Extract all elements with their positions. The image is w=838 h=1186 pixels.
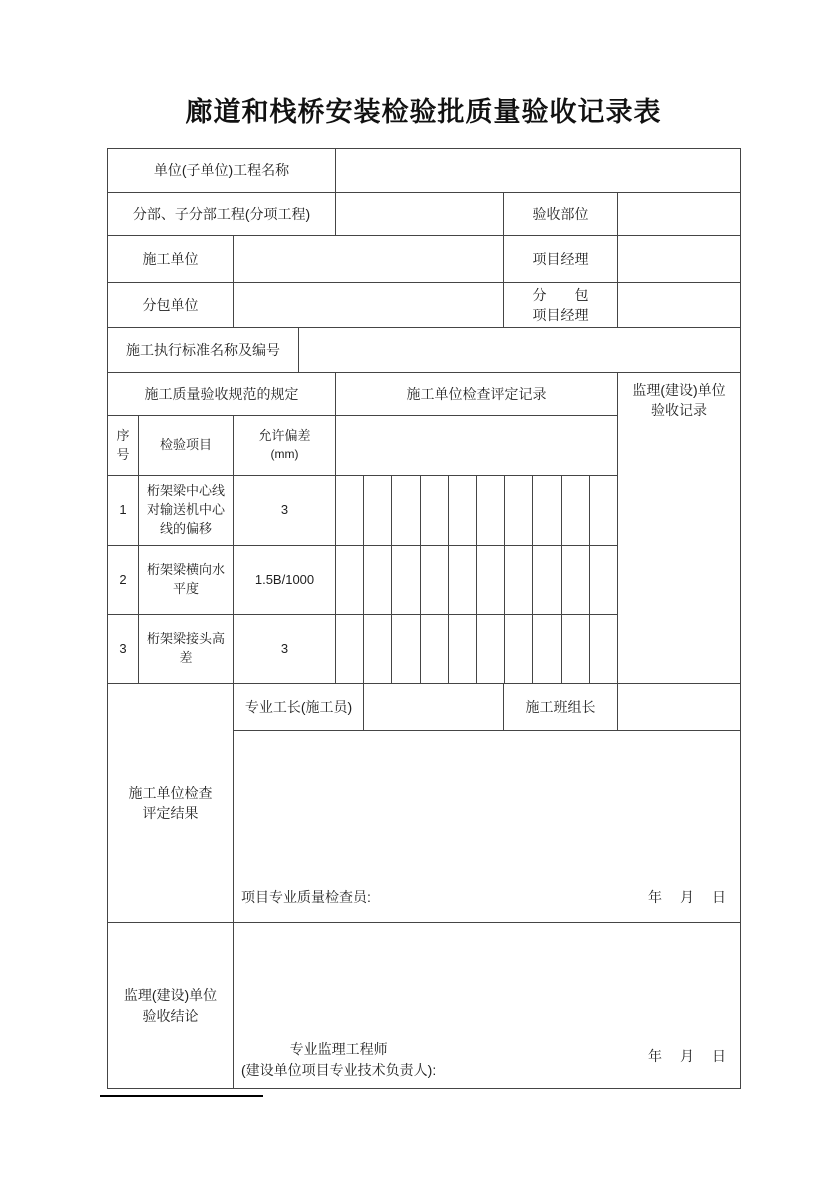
measure-cell[interactable] [532, 476, 560, 545]
measure-cell[interactable] [336, 546, 363, 614]
conclusion-signature-area[interactable] [233, 922, 740, 1088]
conclusion-date: 年 月 日 [648, 1047, 728, 1064]
tolerance-header-line2: (mm) [270, 447, 299, 462]
measure-cell[interactable] [589, 476, 617, 545]
supervisor-record-column[interactable] [617, 372, 740, 683]
row-tolerance: 3 [233, 614, 335, 683]
subcontract-manager-label-line2: 项目经理 [532, 307, 589, 323]
measure-cell[interactable] [391, 476, 419, 545]
measurement-row [335, 614, 617, 683]
supervisor-record-header-line2: 验收记录 [651, 402, 707, 419]
measure-cell[interactable] [504, 546, 532, 614]
measure-cell[interactable] [561, 476, 589, 545]
measure-cell[interactable] [532, 615, 560, 683]
supervising-engineer-line1: 专业监理工程师 [289, 1041, 388, 1058]
subcontract-manager-label-line1: 分 包 [532, 286, 589, 303]
foreman-signature-value[interactable] [363, 683, 503, 730]
row-item: 桁架梁中心线对输送机中心线的偏移 [138, 475, 233, 545]
measure-cell[interactable] [589, 546, 617, 614]
subcontract-unit-value[interactable] [233, 282, 503, 327]
measure-cell[interactable] [504, 476, 532, 545]
project-manager-value[interactable] [617, 235, 740, 282]
team-leader-signature-value[interactable] [617, 683, 740, 730]
row-seq: 2 [107, 545, 138, 614]
measure-cell[interactable] [420, 615, 448, 683]
measure-cell[interactable] [589, 615, 617, 683]
quality-inspector-label: 项目专业质量检查员: [241, 888, 371, 905]
measure-cell[interactable] [476, 546, 504, 614]
row-item: 桁架梁接头高差 [138, 614, 233, 683]
team-leader-label: 施工班组长 [503, 683, 617, 730]
measure-cell[interactable] [391, 615, 419, 683]
subdivision-project-label: 分部、子分部工程(分项工程) [107, 192, 335, 235]
seq-column-header: 序号 [107, 415, 138, 475]
check-record-header: 施工单位检查评定记录 [335, 372, 617, 415]
row-tolerance: 3 [233, 475, 335, 545]
supervisor-conclusion-label-line2: 验收结论 [142, 1007, 199, 1024]
evaluation-date: 年 月 日 [648, 888, 728, 905]
unit-project-name-value[interactable] [335, 148, 740, 192]
row-seq: 3 [107, 614, 138, 683]
item-column-header: 检验项目 [138, 415, 233, 475]
measure-cell[interactable] [532, 546, 560, 614]
construction-unit-label: 施工单位 [107, 235, 233, 282]
evaluation-result-label-line2: 评定结果 [142, 805, 199, 821]
acceptance-part-value[interactable] [617, 192, 740, 235]
measure-cell[interactable] [336, 615, 363, 683]
measure-cell[interactable] [363, 546, 391, 614]
measure-cell[interactable] [476, 615, 504, 683]
supervisor-conclusion-label-line1: 监理(建设)单位 [123, 987, 218, 1004]
subdivision-project-value[interactable] [335, 192, 503, 235]
measure-cell[interactable] [420, 476, 448, 545]
measure-cell[interactable] [420, 546, 448, 614]
measure-cell[interactable] [561, 615, 589, 683]
supervisor-conclusion-label [107, 922, 233, 1088]
foreman-label: 专业工长(施工员) [233, 683, 363, 730]
measure-cell[interactable] [561, 546, 589, 614]
evaluation-result-label-line1: 施工单位检查 [128, 784, 213, 801]
tolerance-column-header [233, 415, 335, 475]
measure-cell[interactable] [363, 476, 391, 545]
project-manager-label: 项目经理 [503, 235, 617, 282]
subcontract-manager-label [503, 282, 617, 327]
row-item: 桁架梁横向水平度 [138, 545, 233, 614]
supervisor-record-header-line1: 监理(建设)单位 [632, 382, 726, 398]
tolerance-header-line1: 允许偏差 [258, 428, 311, 444]
execution-standard-label: 施工执行标准名称及编号 [107, 327, 298, 372]
construction-unit-value[interactable] [233, 235, 503, 282]
measure-cell[interactable] [391, 546, 419, 614]
measure-cell[interactable] [504, 615, 532, 683]
measure-cell[interactable] [448, 546, 476, 614]
measurement-row [335, 545, 617, 614]
measurement-header-blank [335, 415, 617, 475]
spec-requirements-header: 施工质量验收规范的规定 [107, 372, 335, 415]
supervising-engineer-block [241, 1039, 436, 1080]
execution-standard-value[interactable] [298, 327, 740, 372]
row-tolerance: 1.5B/1000 [233, 545, 335, 614]
row-seq: 1 [107, 475, 138, 545]
supervising-engineer-line2: (建设单位项目专业技术负责人): [241, 1061, 437, 1078]
subcontract-unit-label: 分包单位 [107, 282, 233, 327]
measure-cell[interactable] [336, 476, 363, 545]
form-table [107, 148, 741, 1089]
evaluation-signature-area[interactable] [233, 730, 740, 922]
unit-project-name-label: 单位(子单位)工程名称 [107, 148, 335, 192]
acceptance-part-label: 验收部位 [503, 192, 617, 235]
measure-cell[interactable] [448, 615, 476, 683]
evaluation-result-label [107, 683, 233, 922]
measurement-row [335, 475, 617, 545]
document-title: 廊道和栈桥安装检验批质量验收记录表 [185, 97, 662, 127]
measure-cell[interactable] [448, 476, 476, 545]
subcontract-manager-value[interactable] [617, 282, 740, 327]
measure-cell[interactable] [363, 615, 391, 683]
measure-cell[interactable] [476, 476, 504, 545]
footer-underline [100, 1095, 263, 1097]
